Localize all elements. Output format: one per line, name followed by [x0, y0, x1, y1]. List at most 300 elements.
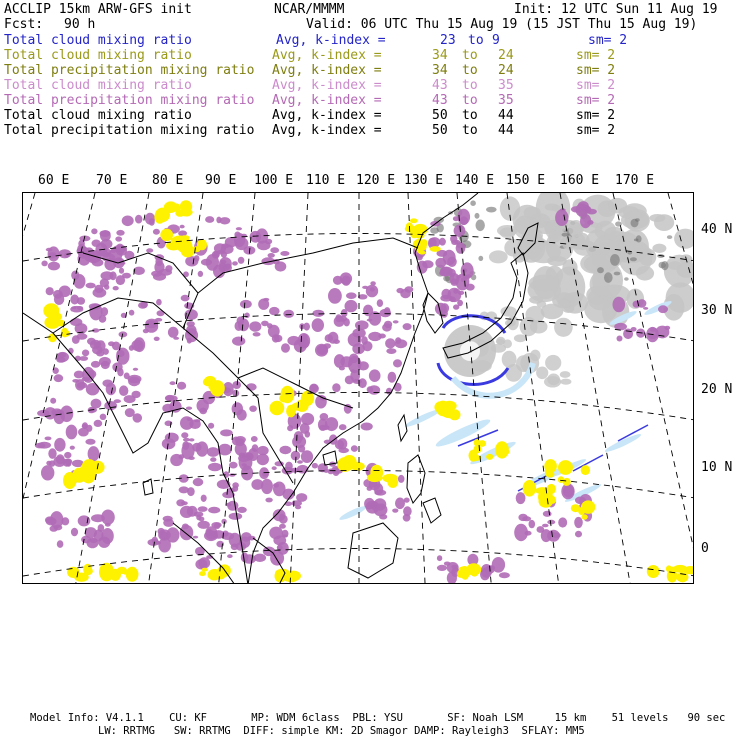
field-smoothing: sm= 2 — [588, 33, 628, 48]
convective-purple — [349, 354, 358, 364]
shading-yellow — [201, 568, 208, 572]
convective-purple — [46, 287, 54, 295]
convective-purple — [193, 536, 198, 539]
convective-purple — [115, 236, 122, 241]
convective-purple — [374, 490, 386, 496]
convective-purple — [153, 229, 160, 235]
cloud-gray-dark — [486, 207, 497, 213]
convective-purple — [458, 291, 464, 295]
cloud-gray — [505, 364, 522, 382]
field-to: to — [462, 63, 478, 78]
shading-yellow — [563, 478, 571, 486]
convective-purple — [254, 554, 266, 562]
convective-purple — [79, 356, 88, 361]
convective-purple — [187, 338, 192, 344]
shading-yellow — [172, 236, 186, 244]
coastline — [423, 498, 441, 523]
convective-purple — [101, 307, 108, 316]
convective-purple — [232, 261, 238, 265]
cloud-gray-dark — [636, 235, 642, 242]
cloud-gray-dark — [667, 235, 672, 239]
shading-yellow — [126, 567, 139, 582]
convective-purple — [165, 395, 174, 401]
convective-purple — [547, 520, 555, 525]
field-avg-label: Avg, k-index = — [272, 108, 382, 123]
shading-yellow — [523, 480, 536, 497]
convective-purple — [378, 334, 386, 339]
convective-purple — [346, 292, 357, 299]
convective-purple — [563, 485, 574, 498]
cloud-gray — [533, 266, 559, 299]
convective-purple — [585, 206, 591, 213]
convective-purple — [388, 372, 397, 383]
convective-purple — [453, 304, 459, 309]
convective-purple — [66, 425, 78, 440]
convective-purple — [332, 383, 340, 392]
lon-label: 60 E — [38, 173, 70, 188]
cloud-gray — [514, 334, 527, 342]
convective-purple — [38, 442, 51, 449]
lon-label: 80 E — [152, 173, 184, 188]
field-avg-label: Avg, k-index = — [272, 93, 382, 108]
convective-purple — [283, 310, 294, 318]
convective-purple — [146, 248, 153, 252]
convective-purple — [633, 301, 641, 308]
shading-yellow — [270, 401, 285, 416]
convective-purple — [643, 307, 648, 310]
shading-yellow — [154, 210, 165, 224]
field-k-from: 34 — [432, 48, 448, 63]
field-smoothing: sm= 2 — [576, 78, 616, 93]
convective-purple — [543, 511, 552, 517]
convective-purple — [74, 371, 84, 379]
convective-purple — [516, 492, 526, 504]
field-name: Total cloud mixing ratio — [4, 33, 192, 48]
convective-purple — [405, 286, 414, 292]
convective-purple — [257, 454, 269, 466]
convective-purple — [186, 407, 192, 410]
coastline — [407, 455, 425, 503]
shading-yellow — [74, 469, 82, 477]
convective-purple — [92, 240, 101, 247]
convective-purple — [181, 295, 190, 302]
lon-label: 150 E — [506, 173, 546, 188]
convective-purple — [163, 519, 174, 527]
convective-purple — [367, 386, 373, 393]
convective-purple — [555, 209, 568, 226]
convective-purple — [328, 469, 335, 475]
convective-purple — [88, 370, 96, 378]
convective-purple — [249, 406, 257, 412]
convective-purple — [158, 529, 171, 540]
convective-purple — [129, 310, 135, 316]
field-k-to: 24 — [498, 48, 514, 63]
field-k-to: 44 — [498, 108, 514, 123]
field-smoothing: sm= 2 — [576, 93, 616, 108]
field-smoothing: sm= 2 — [576, 48, 616, 63]
convective-purple — [236, 227, 242, 230]
convective-purple — [392, 509, 398, 513]
convective-purple — [112, 342, 120, 351]
convective-purple — [214, 523, 220, 529]
convective-purple — [208, 423, 214, 429]
convective-purple — [206, 529, 213, 536]
convective-purple — [313, 310, 325, 317]
convective-purple — [270, 247, 279, 253]
field-name: Total precipitation mixing ratio — [4, 93, 255, 108]
convective-purple — [358, 378, 367, 388]
convective-purple — [97, 251, 108, 257]
convective-purple — [64, 452, 71, 458]
field-to: to — [462, 123, 478, 138]
footer-model-info: Model Info: V4.1.1 CU: KF MP: WDM 6class PBL: YSU SF: Noah LSM 15 km 51 levels 90 sec — [30, 712, 726, 724]
convective-purple — [57, 540, 64, 548]
convective-purple — [91, 228, 97, 234]
cloud-gray — [514, 215, 537, 239]
convective-purple — [201, 495, 207, 502]
convective-purple — [317, 345, 328, 355]
convective-purple — [335, 440, 344, 449]
convective-purple — [216, 541, 224, 548]
convective-purple — [237, 507, 247, 513]
convective-purple — [280, 251, 289, 256]
convective-purple — [111, 249, 117, 253]
convective-purple — [393, 320, 399, 323]
shading-yellow — [430, 246, 441, 252]
convective-purple — [99, 357, 111, 366]
convective-purple — [74, 274, 86, 289]
field-avg-label: Avg, k-index = — [276, 33, 386, 48]
convective-purple — [212, 251, 220, 259]
field-k-to: 9 — [492, 33, 500, 48]
convective-purple — [208, 507, 220, 514]
convective-purple — [246, 453, 253, 460]
convective-purple — [558, 517, 567, 527]
field-avg-label: Avg, k-index = — [272, 48, 382, 63]
shading-yellow — [486, 454, 493, 460]
convective-purple — [396, 288, 403, 293]
convective-purple — [295, 438, 301, 444]
convective-purple — [291, 500, 302, 506]
convective-purple — [116, 275, 125, 285]
convective-purple — [101, 239, 113, 249]
convective-purple — [320, 413, 329, 421]
shading-yellow — [296, 400, 309, 412]
convective-purple — [453, 289, 458, 294]
convective-purple — [156, 299, 162, 306]
shading-yellow — [281, 386, 295, 404]
convective-purple — [90, 538, 98, 543]
convective-purple — [385, 338, 395, 348]
cloud-gray-dark — [661, 261, 668, 270]
convective-purple — [125, 408, 135, 417]
lon-label: 140 E — [455, 173, 495, 188]
convective-purple — [56, 352, 69, 362]
convective-purple — [263, 298, 269, 301]
cloud-gray-dark — [478, 256, 483, 261]
convective-purple — [91, 514, 105, 522]
init-time: Init: 12 UTC Sun 11 Aug 19 — [514, 2, 718, 17]
convective-purple — [193, 478, 204, 486]
convective-purple — [106, 383, 116, 395]
convective-purple — [363, 341, 373, 351]
convective-purple — [272, 466, 277, 470]
convective-purple — [269, 307, 280, 315]
convective-purple — [617, 336, 623, 342]
shading-yellow — [82, 459, 97, 474]
cloud-gray — [560, 379, 571, 385]
convective-purple — [240, 300, 252, 308]
convective-purple — [655, 326, 669, 339]
convective-purple — [50, 525, 58, 531]
field-name: Total precipitation mixing ratio — [4, 123, 255, 138]
convective-purple — [395, 339, 408, 348]
convective-purple — [499, 572, 510, 578]
cloud-light-blue — [338, 504, 368, 522]
convective-purple — [522, 516, 531, 521]
convective-purple — [54, 294, 64, 305]
cloud-gray-dark — [604, 272, 613, 283]
lat-label: 30 N — [701, 303, 733, 318]
convective-purple — [135, 215, 142, 224]
convective-purple — [143, 329, 149, 334]
convective-purple — [525, 531, 532, 536]
convective-purple — [208, 463, 222, 472]
shading-yellow — [442, 409, 458, 418]
shading-yellow — [160, 229, 173, 242]
cloud-gray-dark — [470, 200, 476, 206]
field-avg-label: Avg, k-index = — [272, 63, 382, 78]
convective-purple — [48, 246, 60, 261]
convective-purple — [305, 431, 311, 438]
convective-purple — [631, 327, 637, 332]
convective-purple — [248, 536, 256, 541]
convective-purple — [148, 539, 160, 546]
coastline — [348, 523, 398, 578]
convective-purple — [449, 297, 455, 303]
convective-purple — [282, 530, 289, 538]
cloud-gray-dark — [476, 220, 485, 232]
convective-purple — [170, 381, 176, 385]
convective-purple — [88, 446, 100, 461]
cloud-gray — [554, 318, 573, 337]
convective-purple — [242, 463, 247, 466]
convective-purple — [580, 214, 591, 228]
lon-label: 160 E — [560, 173, 600, 188]
convective-purple — [119, 385, 128, 396]
convective-purple — [403, 323, 412, 330]
convective-purple — [207, 447, 220, 457]
convective-purple — [133, 368, 138, 371]
lon-label: 110 E — [306, 173, 346, 188]
convective-purple — [232, 381, 241, 389]
longitude-line — [668, 193, 694, 584]
convective-purple — [574, 517, 583, 528]
convective-purple — [235, 321, 243, 331]
convective-purple — [105, 523, 111, 527]
shading-yellow — [581, 500, 595, 513]
convective-purple — [301, 413, 314, 425]
convective-purple — [180, 225, 185, 229]
field-k-from: 50 — [432, 108, 448, 123]
field-k-from: 50 — [432, 123, 448, 138]
convective-purple — [77, 382, 87, 389]
field-name: Total cloud mixing ratio — [4, 48, 192, 63]
convective-purple — [268, 253, 275, 258]
field-name: Total cloud mixing ratio — [4, 108, 192, 123]
convective-purple — [86, 283, 96, 289]
shading-yellow — [558, 460, 573, 475]
lon-label: 70 E — [96, 173, 128, 188]
convective-purple — [49, 254, 55, 258]
field-smoothing: sm= 2 — [576, 108, 616, 123]
cloud-gray — [496, 339, 505, 344]
convective-purple — [466, 274, 472, 278]
shading-yellow — [495, 441, 509, 458]
shading-yellow — [462, 572, 469, 579]
fcst-value: 90 h — [64, 17, 96, 32]
field-to: to — [462, 93, 478, 108]
field-to: to — [462, 108, 478, 123]
convective-purple — [453, 216, 459, 221]
convective-purple — [56, 454, 65, 464]
convective-purple — [280, 446, 292, 454]
convective-purple — [54, 374, 64, 382]
convective-purple — [232, 402, 243, 415]
convective-purple — [277, 545, 283, 550]
field-to: to — [462, 48, 478, 63]
cloud-gray — [562, 299, 571, 308]
convective-purple — [361, 423, 373, 431]
convective-purple — [395, 498, 405, 510]
convective-purple — [181, 442, 194, 459]
convective-purple — [287, 425, 293, 431]
shading-yellow — [383, 474, 398, 483]
convective-purple — [189, 438, 195, 441]
typhoon-eye — [460, 341, 480, 361]
convective-purple — [312, 463, 318, 469]
convective-purple — [279, 515, 288, 524]
convective-purple — [285, 462, 293, 471]
convective-purple — [216, 217, 221, 224]
shading-yellow — [538, 489, 552, 504]
convective-purple — [297, 465, 309, 474]
convective-purple — [265, 498, 272, 503]
cloud-gray-dark — [610, 254, 620, 266]
shading-yellow — [210, 380, 225, 396]
convective-purple — [355, 320, 369, 330]
longitude-line — [290, 193, 308, 584]
convective-purple — [273, 482, 286, 497]
cloud-gray-dark — [614, 272, 621, 276]
convective-purple — [367, 486, 373, 491]
convective-purple — [72, 379, 79, 383]
convective-purple — [101, 271, 114, 280]
convective-purple — [350, 370, 360, 382]
lat-label: 10 N — [701, 460, 733, 475]
cloud-gray — [674, 229, 694, 249]
convective-purple — [113, 286, 119, 290]
cloud-gray — [524, 207, 541, 219]
convective-purple — [367, 319, 373, 322]
cloud-gray-dark — [631, 219, 639, 228]
cloud-gray — [489, 250, 508, 263]
convective-purple — [124, 373, 130, 380]
cloud-gray — [524, 235, 535, 245]
convective-purple — [70, 446, 75, 450]
convective-purple — [82, 424, 88, 429]
cloud-gray-dark — [430, 227, 439, 234]
convective-purple — [185, 256, 198, 266]
convective-purple — [187, 321, 195, 327]
cloud-gray — [652, 244, 666, 253]
cloud-gray-dark — [624, 277, 629, 281]
convective-purple — [220, 429, 233, 436]
convective-purple — [82, 350, 89, 357]
convective-purple — [363, 305, 373, 317]
convective-purple — [60, 406, 73, 423]
field-smoothing: sm= 2 — [576, 63, 616, 78]
convective-purple — [377, 299, 383, 307]
convective-purple — [301, 450, 313, 463]
convective-purple — [251, 479, 263, 490]
convective-purple — [340, 272, 352, 284]
cloud-gray-dark — [597, 267, 604, 273]
field-smoothing: sm= 2 — [576, 123, 616, 138]
convective-purple — [119, 268, 124, 274]
field-avg-label: Avg, k-index = — [272, 78, 382, 93]
convective-purple — [54, 438, 65, 452]
valid-time: Valid: 06 UTC Thu 15 Aug 19 (15 JST Thu 15 Aug 19) — [306, 17, 698, 32]
convective-purple — [542, 524, 549, 528]
shading-yellow — [286, 405, 296, 418]
field-k-to: 35 — [498, 78, 514, 93]
convective-purple — [181, 432, 188, 438]
convective-purple — [122, 216, 134, 227]
convective-purple — [177, 382, 186, 390]
convective-purple — [98, 524, 105, 532]
field-to: to — [468, 33, 484, 48]
cloud-gray — [536, 367, 548, 380]
convective-purple — [173, 337, 179, 340]
convective-purple — [151, 271, 162, 277]
convective-purple — [244, 313, 249, 319]
convective-purple — [114, 399, 121, 403]
convective-purple — [437, 555, 442, 561]
cloud-gray — [562, 259, 577, 275]
convective-purple — [194, 512, 204, 517]
model-title: ACCLIP 15km ARW-GFS init — [4, 2, 192, 17]
convective-purple — [227, 554, 233, 558]
convective-purple — [187, 487, 195, 496]
convective-purple — [297, 460, 303, 464]
convective-purple — [205, 216, 214, 223]
convective-purple — [422, 260, 433, 268]
convective-purple — [229, 513, 243, 520]
convective-purple — [328, 288, 342, 304]
convective-purple — [154, 337, 160, 341]
field-k-from: 34 — [432, 63, 448, 78]
convective-purple — [221, 244, 234, 254]
cloud-gray — [654, 214, 674, 231]
cloud-gray — [547, 374, 560, 386]
longitude-line — [23, 193, 35, 584]
shading-yellow — [99, 563, 114, 582]
shading-yellow — [117, 567, 127, 574]
convective-purple — [77, 297, 85, 305]
convective-purple — [232, 390, 239, 397]
shading-yellow — [179, 209, 193, 216]
